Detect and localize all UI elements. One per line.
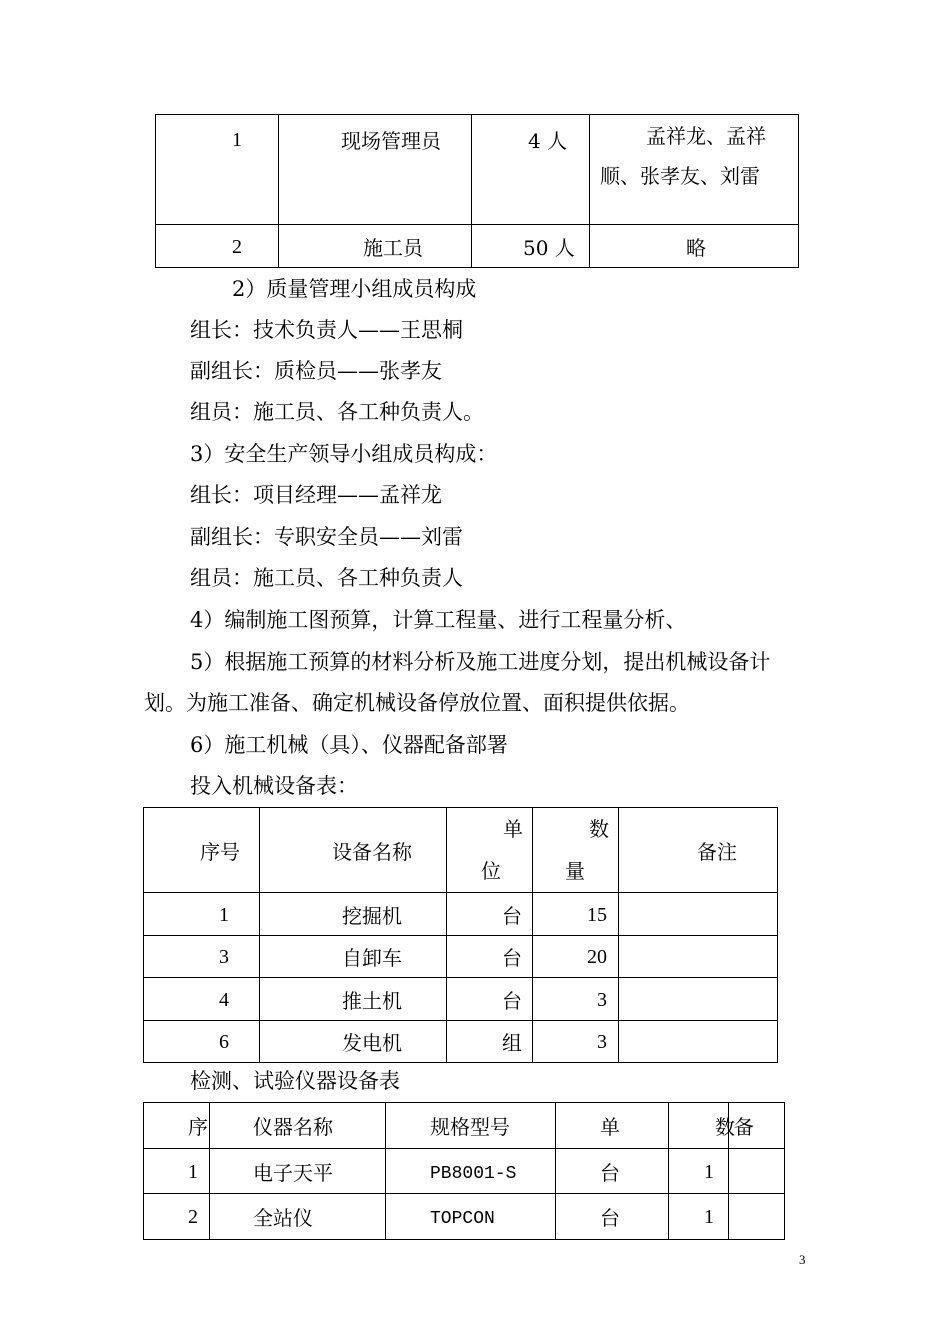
header-unit: 单	[556, 1103, 669, 1149]
header-qty	[533, 808, 619, 893]
cell-remark	[619, 936, 778, 978]
table-row	[144, 1021, 778, 1063]
table-row	[144, 1194, 785, 1240]
quality-heading: 2）质量管理小组成员构成	[232, 277, 477, 301]
item4-text: 4）编制施工图预算，计算工程量、进行工程量分析、	[190, 608, 687, 632]
cell-no: 1	[144, 893, 260, 936]
item5-text-line1: 5）根据施工预算的材料分析及施工进度分划，提出机械设备计	[190, 650, 771, 674]
cell-qty: 3	[533, 978, 619, 1021]
staff-no: 1	[156, 115, 279, 225]
cell-unit: 台	[556, 1194, 669, 1240]
cell-name: 发电机	[260, 1021, 447, 1063]
staff-count: 50 人	[472, 225, 590, 268]
item5-text-line2: 划。为施工准备、确定机械设备停放位置、面积提供依据。	[144, 691, 690, 715]
table-header-row	[144, 1103, 785, 1149]
header-qty-line2: 量	[565, 859, 585, 883]
table-header-row	[144, 808, 778, 893]
cell-unit: 台	[447, 978, 533, 1021]
staff-no: 2	[156, 225, 279, 268]
staff-names-line1: 孟祥龙、孟祥	[646, 124, 766, 148]
cell-no: 1	[144, 1149, 210, 1194]
header-name: 设备名称	[260, 808, 447, 893]
cell-qty: 20	[533, 936, 619, 978]
cell-no: 3	[144, 936, 260, 978]
header-qty: 数	[669, 1103, 729, 1149]
cell-qty: 3	[533, 1021, 619, 1063]
cell-unit: 台	[447, 936, 533, 978]
header-name: 仪器名称	[210, 1103, 386, 1149]
header-remark: 备	[729, 1103, 785, 1149]
cell-no: 6	[144, 1021, 260, 1063]
quality-deputy: 副组长：质检员——张孝友	[190, 359, 442, 383]
instrument-table-caption: 检测、试验仪器设备表	[190, 1069, 400, 1093]
staff-names: 略	[590, 225, 799, 268]
cell-name: 挖掘机	[260, 893, 447, 936]
header-remark: 备注	[619, 808, 778, 893]
cell-remark	[619, 1021, 778, 1063]
cell-no: 4	[144, 978, 260, 1021]
staff-names	[590, 115, 799, 225]
safety-members: 组员：施工员、各工种负责人	[190, 566, 463, 590]
header-unit-line2: 位	[481, 859, 501, 883]
instrument-table	[143, 1102, 785, 1240]
cell-name: 自卸车	[260, 936, 447, 978]
machine-table-caption: 投入机械设备表：	[190, 774, 358, 798]
cell-remark	[729, 1149, 785, 1194]
staff-role: 现场管理员	[279, 115, 472, 225]
quality-leader: 组长：技术负责人——王思桐	[190, 318, 463, 342]
quality-members: 组员：施工员、各工种负责人。	[190, 400, 484, 424]
staff-table	[155, 114, 799, 268]
machine-table	[143, 807, 778, 1063]
table-row	[144, 936, 778, 978]
table-row	[144, 1149, 785, 1194]
staff-role: 施工员	[279, 225, 472, 268]
safety-heading: 3）安全生产领导小组成员构成：	[190, 442, 498, 466]
header-no: 序	[144, 1103, 210, 1149]
cell-qty: 15	[533, 893, 619, 936]
cell-name: 电子天平	[210, 1149, 386, 1194]
staff-count: 4 人	[472, 115, 590, 225]
page-number: 3	[799, 1252, 806, 1267]
safety-leader: 组长：项目经理——孟祥龙	[190, 483, 442, 507]
cell-remark	[619, 893, 778, 936]
header-qty-line1: 数	[589, 817, 609, 841]
cell-name: 推土机	[260, 978, 447, 1021]
cell-remark	[619, 978, 778, 1021]
cell-unit: 台	[556, 1149, 669, 1194]
cell-unit: 组	[447, 1021, 533, 1063]
header-model: 规格型号	[386, 1103, 556, 1149]
cell-qty: 1	[669, 1194, 729, 1240]
cell-no: 2	[144, 1194, 210, 1240]
header-unit-line1: 单	[503, 817, 523, 841]
table-row	[156, 225, 799, 268]
safety-deputy: 副组长：专职安全员——刘雷	[190, 525, 463, 549]
table-row	[144, 893, 778, 936]
item6-text: 6）施工机械（具）、仪器配备部署	[190, 733, 508, 757]
cell-model: PB8001-S	[386, 1149, 556, 1194]
header-unit	[447, 808, 533, 893]
header-no: 序号	[144, 808, 260, 893]
cell-unit: 台	[447, 893, 533, 936]
table-row	[144, 978, 778, 1021]
cell-model: TOPCON	[386, 1194, 556, 1240]
cell-remark	[729, 1194, 785, 1240]
staff-names-line2: 顺、张孝友、刘雷	[600, 164, 760, 188]
cell-qty: 1	[669, 1149, 729, 1194]
table-row	[156, 115, 799, 225]
cell-name: 全站仪	[210, 1194, 386, 1240]
